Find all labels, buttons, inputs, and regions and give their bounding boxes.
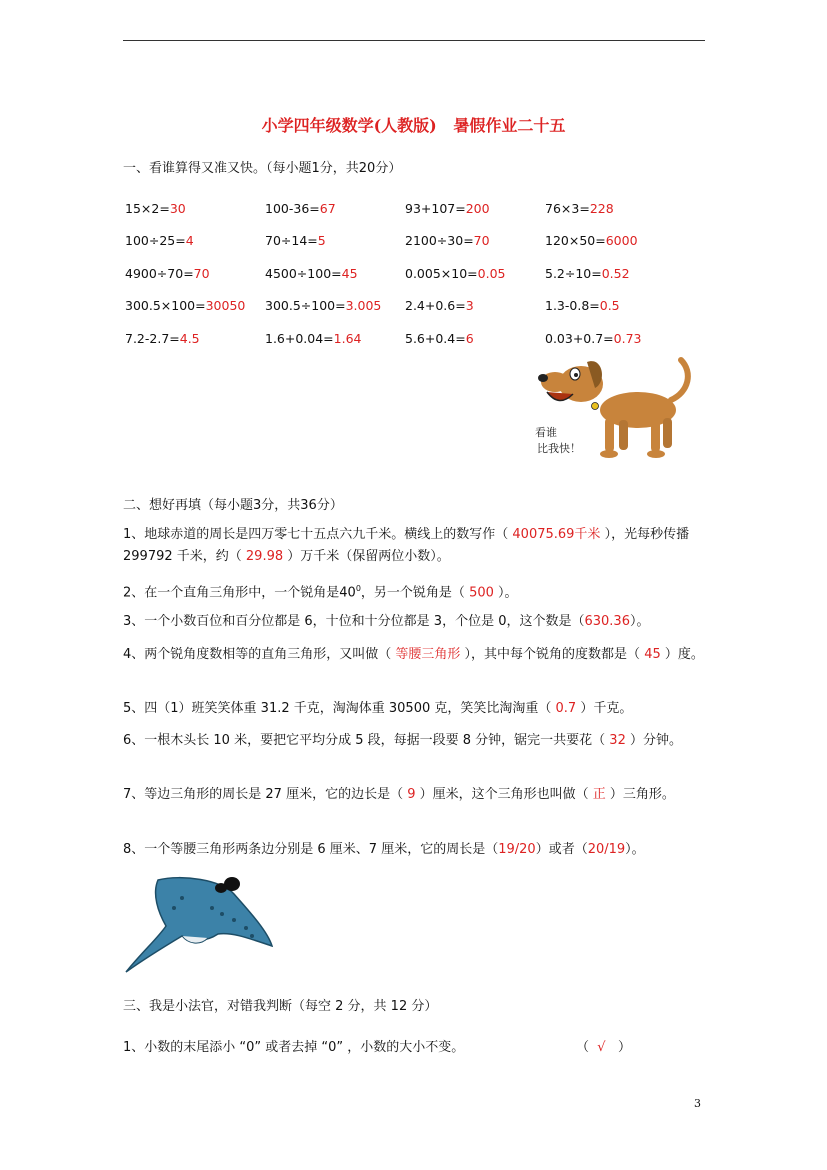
arithmetic-item <box>405 266 545 281</box>
judge-answer-1: （ √ ） <box>576 1040 631 1055</box>
arithmetic-question: 4500÷100= <box>265 265 342 281</box>
dog-illustration <box>533 352 698 464</box>
arithmetic-answer: 0.05 <box>477 265 506 281</box>
arithmetic-answer: 200 <box>465 200 490 216</box>
arithmetic-question: 4900÷70= <box>125 265 194 281</box>
arithmetic-question: 2100÷30= <box>405 233 474 249</box>
arithmetic-question: 300.5÷100= <box>265 298 346 314</box>
answer-1a: 40075.69千米 <box>512 527 601 542</box>
arithmetic-answer: 6000 <box>605 233 638 249</box>
arithmetic-item <box>125 331 265 346</box>
arithmetic-item <box>265 233 405 248</box>
arithmetic-answer: 6 <box>465 330 474 346</box>
answer-8b: 20/19 <box>587 842 626 857</box>
judge-question-1: 1、小数的末尾添小 “0” 或者去掉 “0” ，小数的大小不变。 <box>123 1040 465 1055</box>
arithmetic-item <box>265 266 405 281</box>
arithmetic-answer: 45 <box>341 265 358 281</box>
arithmetic-question: 7.2-2.7= <box>125 330 180 346</box>
arithmetic-answer: 0.5 <box>599 298 620 314</box>
arithmetic-item <box>545 331 685 346</box>
arithmetic-answer: 228 <box>589 200 614 216</box>
page-number: 3 <box>694 1097 701 1110</box>
arithmetic-row <box>125 290 685 323</box>
arithmetic-question: 2.4+0.6= <box>405 298 466 314</box>
arithmetic-answer: 30 <box>169 200 186 216</box>
arithmetic-question: 70÷14= <box>265 233 318 249</box>
arithmetic-question: 120×50= <box>545 233 606 249</box>
arithmetic-item <box>405 233 545 248</box>
answer-7b: 正 <box>592 787 606 802</box>
question-5: 5、四（1）班笑笑体重 31.2 千克，淘淘体重 30500 克，笑笑比淘淘重（ 0.7 ）千克。 <box>123 701 633 716</box>
arithmetic-answer: 70 <box>193 265 210 281</box>
arithmetic-answer: 4 <box>185 233 194 249</box>
arithmetic-question: 76×3= <box>545 200 590 216</box>
arithmetic-item <box>265 201 405 216</box>
arithmetic-question: 93+107= <box>405 200 466 216</box>
question-2: 2、在一个直角三角形中，一个锐角是$40^0$，另一个锐角是（ 500 ）。 <box>123 584 518 601</box>
arithmetic-item <box>125 233 265 248</box>
dog-caption-1: 看谁 <box>535 426 557 439</box>
stingray-illustration <box>122 872 274 974</box>
arithmetic-item <box>545 233 685 248</box>
arithmetic-item <box>265 298 405 313</box>
answer-4b: 45 <box>644 647 661 662</box>
answer-7a: 9 <box>407 787 416 802</box>
answer-8a: 19/20 <box>498 842 536 857</box>
arithmetic-answer: 1.64 <box>333 330 362 346</box>
arithmetic-question: 15×2= <box>125 200 170 216</box>
arithmetic-question: 0.005×10= <box>405 265 478 281</box>
arithmetic-row <box>125 225 685 258</box>
arithmetic-answer: 30050 <box>205 298 246 314</box>
answer-1b: 29.98 <box>245 549 284 564</box>
arithmetic-row <box>125 322 685 355</box>
arithmetic-grid <box>125 192 685 355</box>
section1-heading: 一、看谁算得又准又快。（每小题1分，共20分） <box>123 161 402 176</box>
arithmetic-item <box>545 298 685 313</box>
arithmetic-answer: 0.73 <box>613 330 642 346</box>
section2-heading: 二、想好再填（每小题3分，共36分） <box>123 498 343 513</box>
arithmetic-item <box>545 201 685 216</box>
arithmetic-item <box>405 298 545 313</box>
dog-caption-2: 比我快！ <box>537 442 581 455</box>
answer-4a: 等腰三角形 <box>395 647 461 662</box>
answer-6: 32 <box>609 733 626 748</box>
arithmetic-question: 100÷25= <box>125 233 186 249</box>
arithmetic-answer: 5 <box>317 233 326 249</box>
arithmetic-answer: 0.52 <box>601 265 630 281</box>
question-1: 1、地球赤道的周长是四万零七十五点六九千米。横线上的数写作（ 40075.69千米 ），光每秒传播 299792 千米，约（ 29.98 ）万千米（保留两位小数）。 <box>123 527 690 564</box>
arithmetic-item <box>405 331 545 346</box>
header-rule <box>123 40 705 41</box>
arithmetic-question: 100-36= <box>265 200 320 216</box>
answer-3: 630.36 <box>584 614 630 629</box>
arithmetic-item <box>125 201 265 216</box>
question-4: 4、两个锐角度数相等的直角三角形，又叫做（ 等腰三角形 ），其中每个锐角的度数都是（ 45 ）度。 <box>123 647 704 662</box>
arithmetic-question: 5.2÷10= <box>545 265 602 281</box>
page-title: 小学四年级数学(人教版) 暑假作业二十五 <box>261 116 566 135</box>
arithmetic-answer: 4.5 <box>179 330 200 346</box>
question-3: 3、一个小数百位和百分位都是 6，十位和十分位都是 3，个位是 0，这个数是（630.36）。 <box>123 614 650 629</box>
arithmetic-answer: 3 <box>465 298 474 314</box>
question-6: 6、一根木头长 10 米，要把它平均分成 5 段，每据一段要 8 分钟，锯完一共要花（ 32 ）分钟。 <box>123 733 682 748</box>
arithmetic-answer: 67 <box>319 200 336 216</box>
arithmetic-question: 1.6+0.04= <box>265 330 334 346</box>
section3-heading: 三、我是小法官，对错我判断（每空 2 分，共 12 分） <box>123 999 438 1014</box>
arithmetic-item <box>405 201 545 216</box>
arithmetic-item <box>125 298 265 313</box>
checkmark-icon: √ <box>597 1040 606 1055</box>
question-8: 8、一个等腰三角形两条边分别是 6 厘米、7 厘米，它的周长是（19/20）或者（20/19）。 <box>123 842 645 857</box>
answer-5: 0.7 <box>555 701 577 716</box>
arithmetic-item <box>265 331 405 346</box>
answer-2: 500 <box>469 585 494 601</box>
arithmetic-row <box>125 192 685 225</box>
question-7: 7、等边三角形的周长是 27 厘米，它的边长是（ 9 ）厘米，这个三角形也叫做（ 正 ）三角形。 <box>123 787 675 802</box>
arithmetic-answer: 3.005 <box>345 298 382 314</box>
arithmetic-item <box>545 266 685 281</box>
arithmetic-question: 0.03+0.7= <box>545 330 614 346</box>
arithmetic-question: 5.6+0.4= <box>405 330 466 346</box>
arithmetic-item <box>125 266 265 281</box>
arithmetic-question: 300.5×100= <box>125 298 206 314</box>
arithmetic-answer: 70 <box>473 233 490 249</box>
arithmetic-question: 1.3-0.8= <box>545 298 600 314</box>
arithmetic-row <box>125 257 685 290</box>
